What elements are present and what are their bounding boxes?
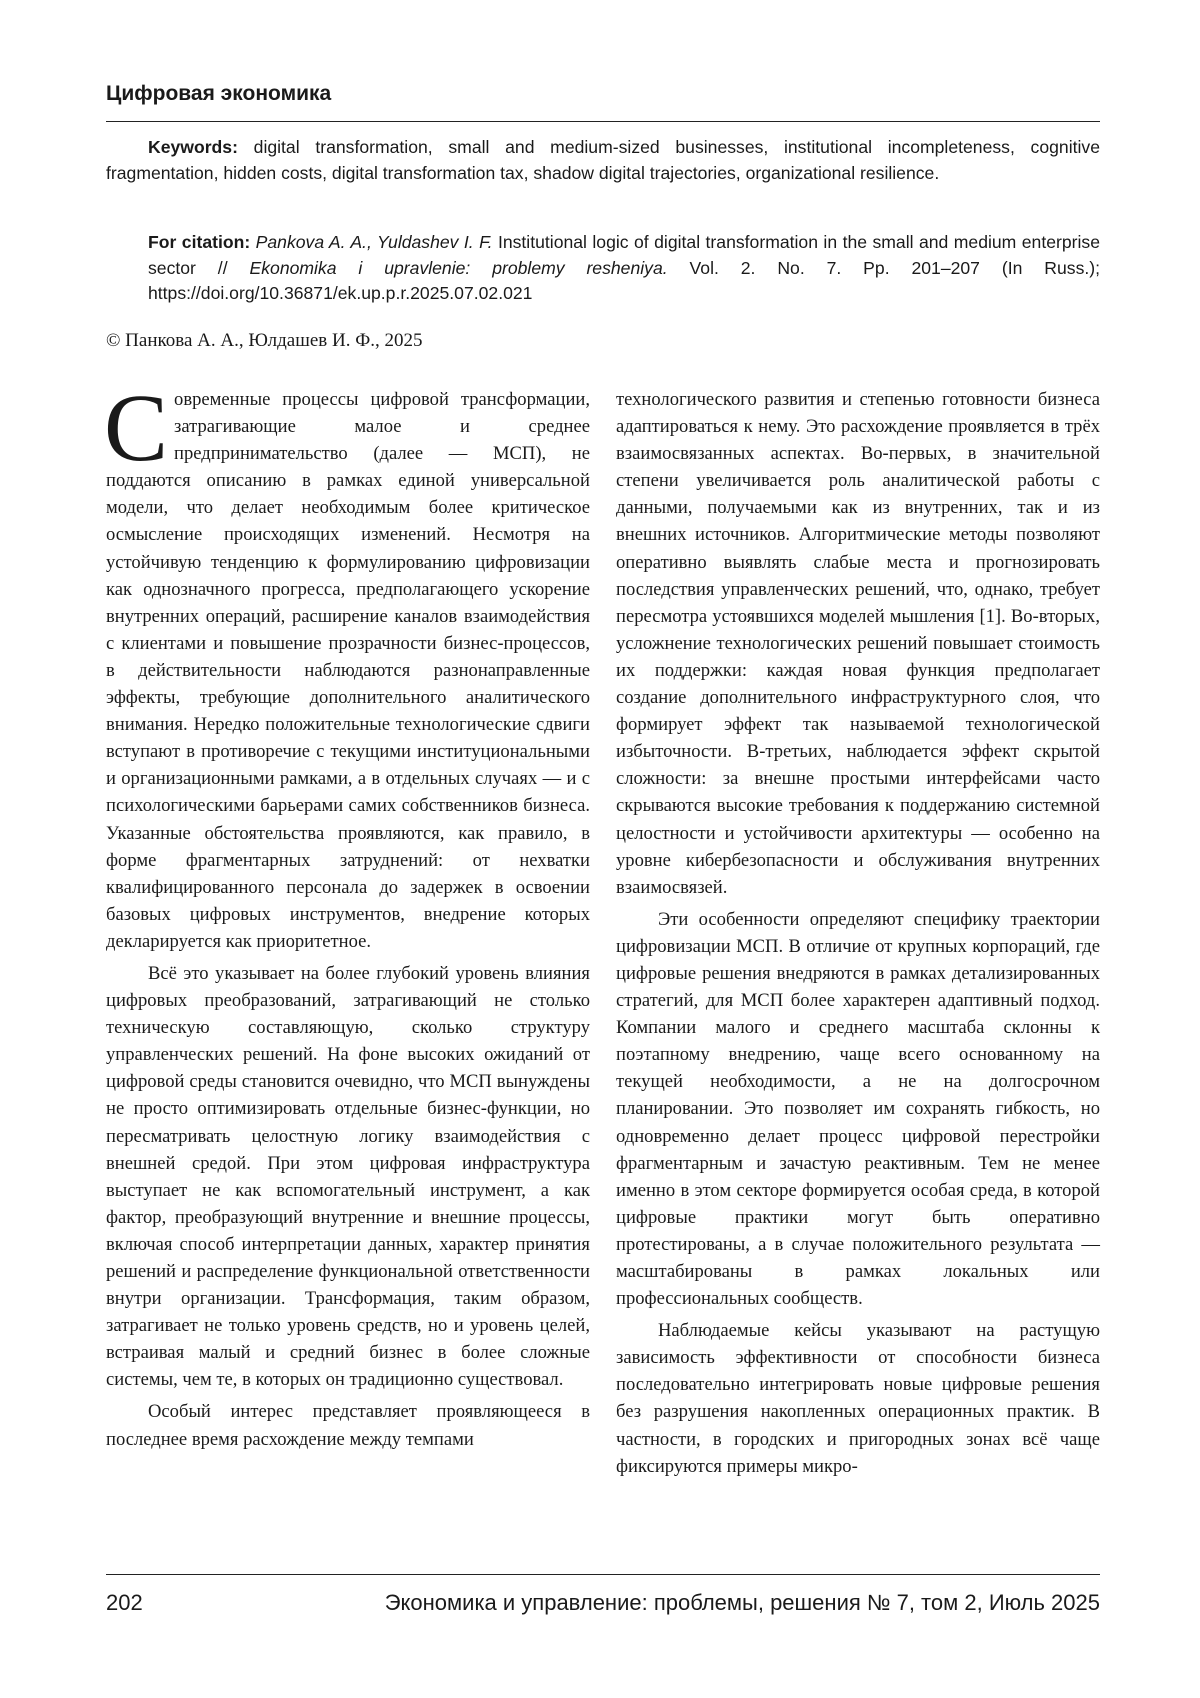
paragraph: Всё это указывает на более глубокий уровень влияния цифровых преобразований, затрагивающий не столько техническую составляющую, сколько структуру управленческих решений. На фоне высоких ожиданий от цифровой среды становится очевидно, что МСП вынуждены не просто оптимизировать отдельные бизнес-функции, но пересматривать целостную логику взаимодействия с внешней средой. При этом цифровая инфраструктура выступает не как вспомогательный инструмент, а как фактор, преобразующий внутренние и внешние процессы, включая способ интерпретации данных, характер принятия решений и распределение функциональной ответственности внутри организации. Трансформация, таким образом, затрагивает не только уровень средств, но и уровень целей, встраивая малый и средний бизнес в более сложные системы, чем те, в которых он традиционно существовал. [106, 962, 590, 1391]
body-column-right [616, 386, 1100, 1480]
section-title: Цифровая экономика [106, 82, 332, 105]
header-divider [106, 121, 1100, 122]
citation-block [106, 230, 1100, 307]
paragraph: Наблюдаемые кейсы указывают на растущую зависимость эффективности от способности бизнеса последовательно интегрировать новые цифровые решения без разрушения накопленных операционных практик. В частности, в городских и пригородных зонах всё чаще фиксируются примеры микро- [616, 1320, 1100, 1477]
keywords-text: digital transformation, small and medium-sized businesses, institutional incompleteness, cognitive fragmentation, hidden costs, digital transformation tax, shadow digital trajectories, organizational resilience. [106, 137, 1100, 183]
citation-journal: Ekonomika i upravlenie: problemy resheniya. [249, 257, 668, 278]
body-column-left [104, 374, 590, 1453]
citation-authors: Pankova A. A., Yuldashev I. F. [255, 232, 493, 252]
paragraph: Эти особенности определяют специфику траектории цифровизации МСП. В отличие от крупных корпораций, где цифровые решения внедряются в рамках детализированных стратегий, для МСП более характерен адаптивный подход. Компании малого и среднего масштаба склонны к поэтапному внедрению, чаще всего основанному на текущей необходимости, а не на долгосрочном планировании. Это позволяет им сохранять гибкость, но одновременно делает процесс цифровой перестройки фрагментарным и зачастую реактивным. Тем не менее именно в этом секторе формируется особая среда, в которой цифровые практики могут быть оперативно протестированы, а в случае положительного результата — масштабированы в рамках локальных или профессиональных сообществ. [616, 908, 1100, 1310]
paragraph [104, 374, 590, 955]
paragraph: технологического развития и степенью готовности бизнеса адаптироваться к нему. Это расхождение проявляется в трёх взаимосвязанных аспектах. Во-первых, в значительной степени увеличивается роль аналитической работы с данными, получаемыми как из внутренних, так и из внешних источников. Алгоритмические методы позволяют оперативно выявлять слабые места и прогнозировать последствия управленческих решений, что, однако, требует пересмотра устоявшихся моделей мышления [1]. Во-вторых, усложнение технологических решений повышает стоимость их поддержки: каждая новая функция предполагает создание дополнительного инфраструктурного слоя, что формирует эффект так называемой технологической избыточности. В-третьих, наблюдается эффект скрытой сложности: за внешне простыми интерфейсами часто скрываются высокие требования к поддержанию системной целостности и устойчивости архитектуры — особенно на уровне кибербезопасности и обслуживания внутренних взаимосвязей. [616, 389, 1100, 898]
keywords-block [106, 135, 1100, 186]
copyright-notice: © Панкова А. А., Юлдашев И. Ф., 2025 [106, 330, 423, 351]
keywords-label: Keywords: [148, 137, 238, 157]
paragraph: Особый интерес представляет проявляющееся в последнее время расхождение между темпами [106, 1401, 590, 1450]
paragraph-text: овременные процессы цифровой трансформации, затрагивающие малое и среднее предпринимательство (далее — МСП), не поддаются описанию в рамках единой универсальной модели, что делает необходимым более критическое осмысление происходящих изменений. Несмотря на устойчивую тенденцию к формулированию цифровизации как однозначного прогресса, предполагающего ускорение внутренних операций, расширение каналов взаимодействия с клиентами и повышение прозрачности бизнес-процессов, в действительности наблюдаются разнонаправленные эффекты, требующие дополнительного аналитического внимания. Нередко положительные технологические сдвиги вступают в противоречие с текущими институциональными и организационными рамками, а в отдельных случаях — и с психологическими барьерами самих собственников бизнеса. Указанные обстоятельства проявляются, как правило, в форме фрагментарных затруднений: от нехватки квалифицированного персонала до задержек в освоении базовых цифровых инструментов, внедрение которых декларируется как приоритетное. [106, 389, 590, 952]
citation-title: Institutional logic of digital transformation in the small and medium enterprise sector // [148, 232, 1101, 278]
page-number: 202 [106, 1590, 143, 1615]
citation-label: For citation: [148, 232, 251, 252]
journal-footer: Экономика и управление: проблемы, решения № 7, том 2, Июль 2025 [384, 1590, 1100, 1615]
footer-divider [106, 1574, 1100, 1575]
citation-details: Vol. 2. No. 7. Pp. 201–207 (In Russ.); https://doi.org/10.36871/ek.up.p.r.2025.07.02.021 [148, 257, 1101, 303]
drop-cap: С [104, 374, 169, 481]
